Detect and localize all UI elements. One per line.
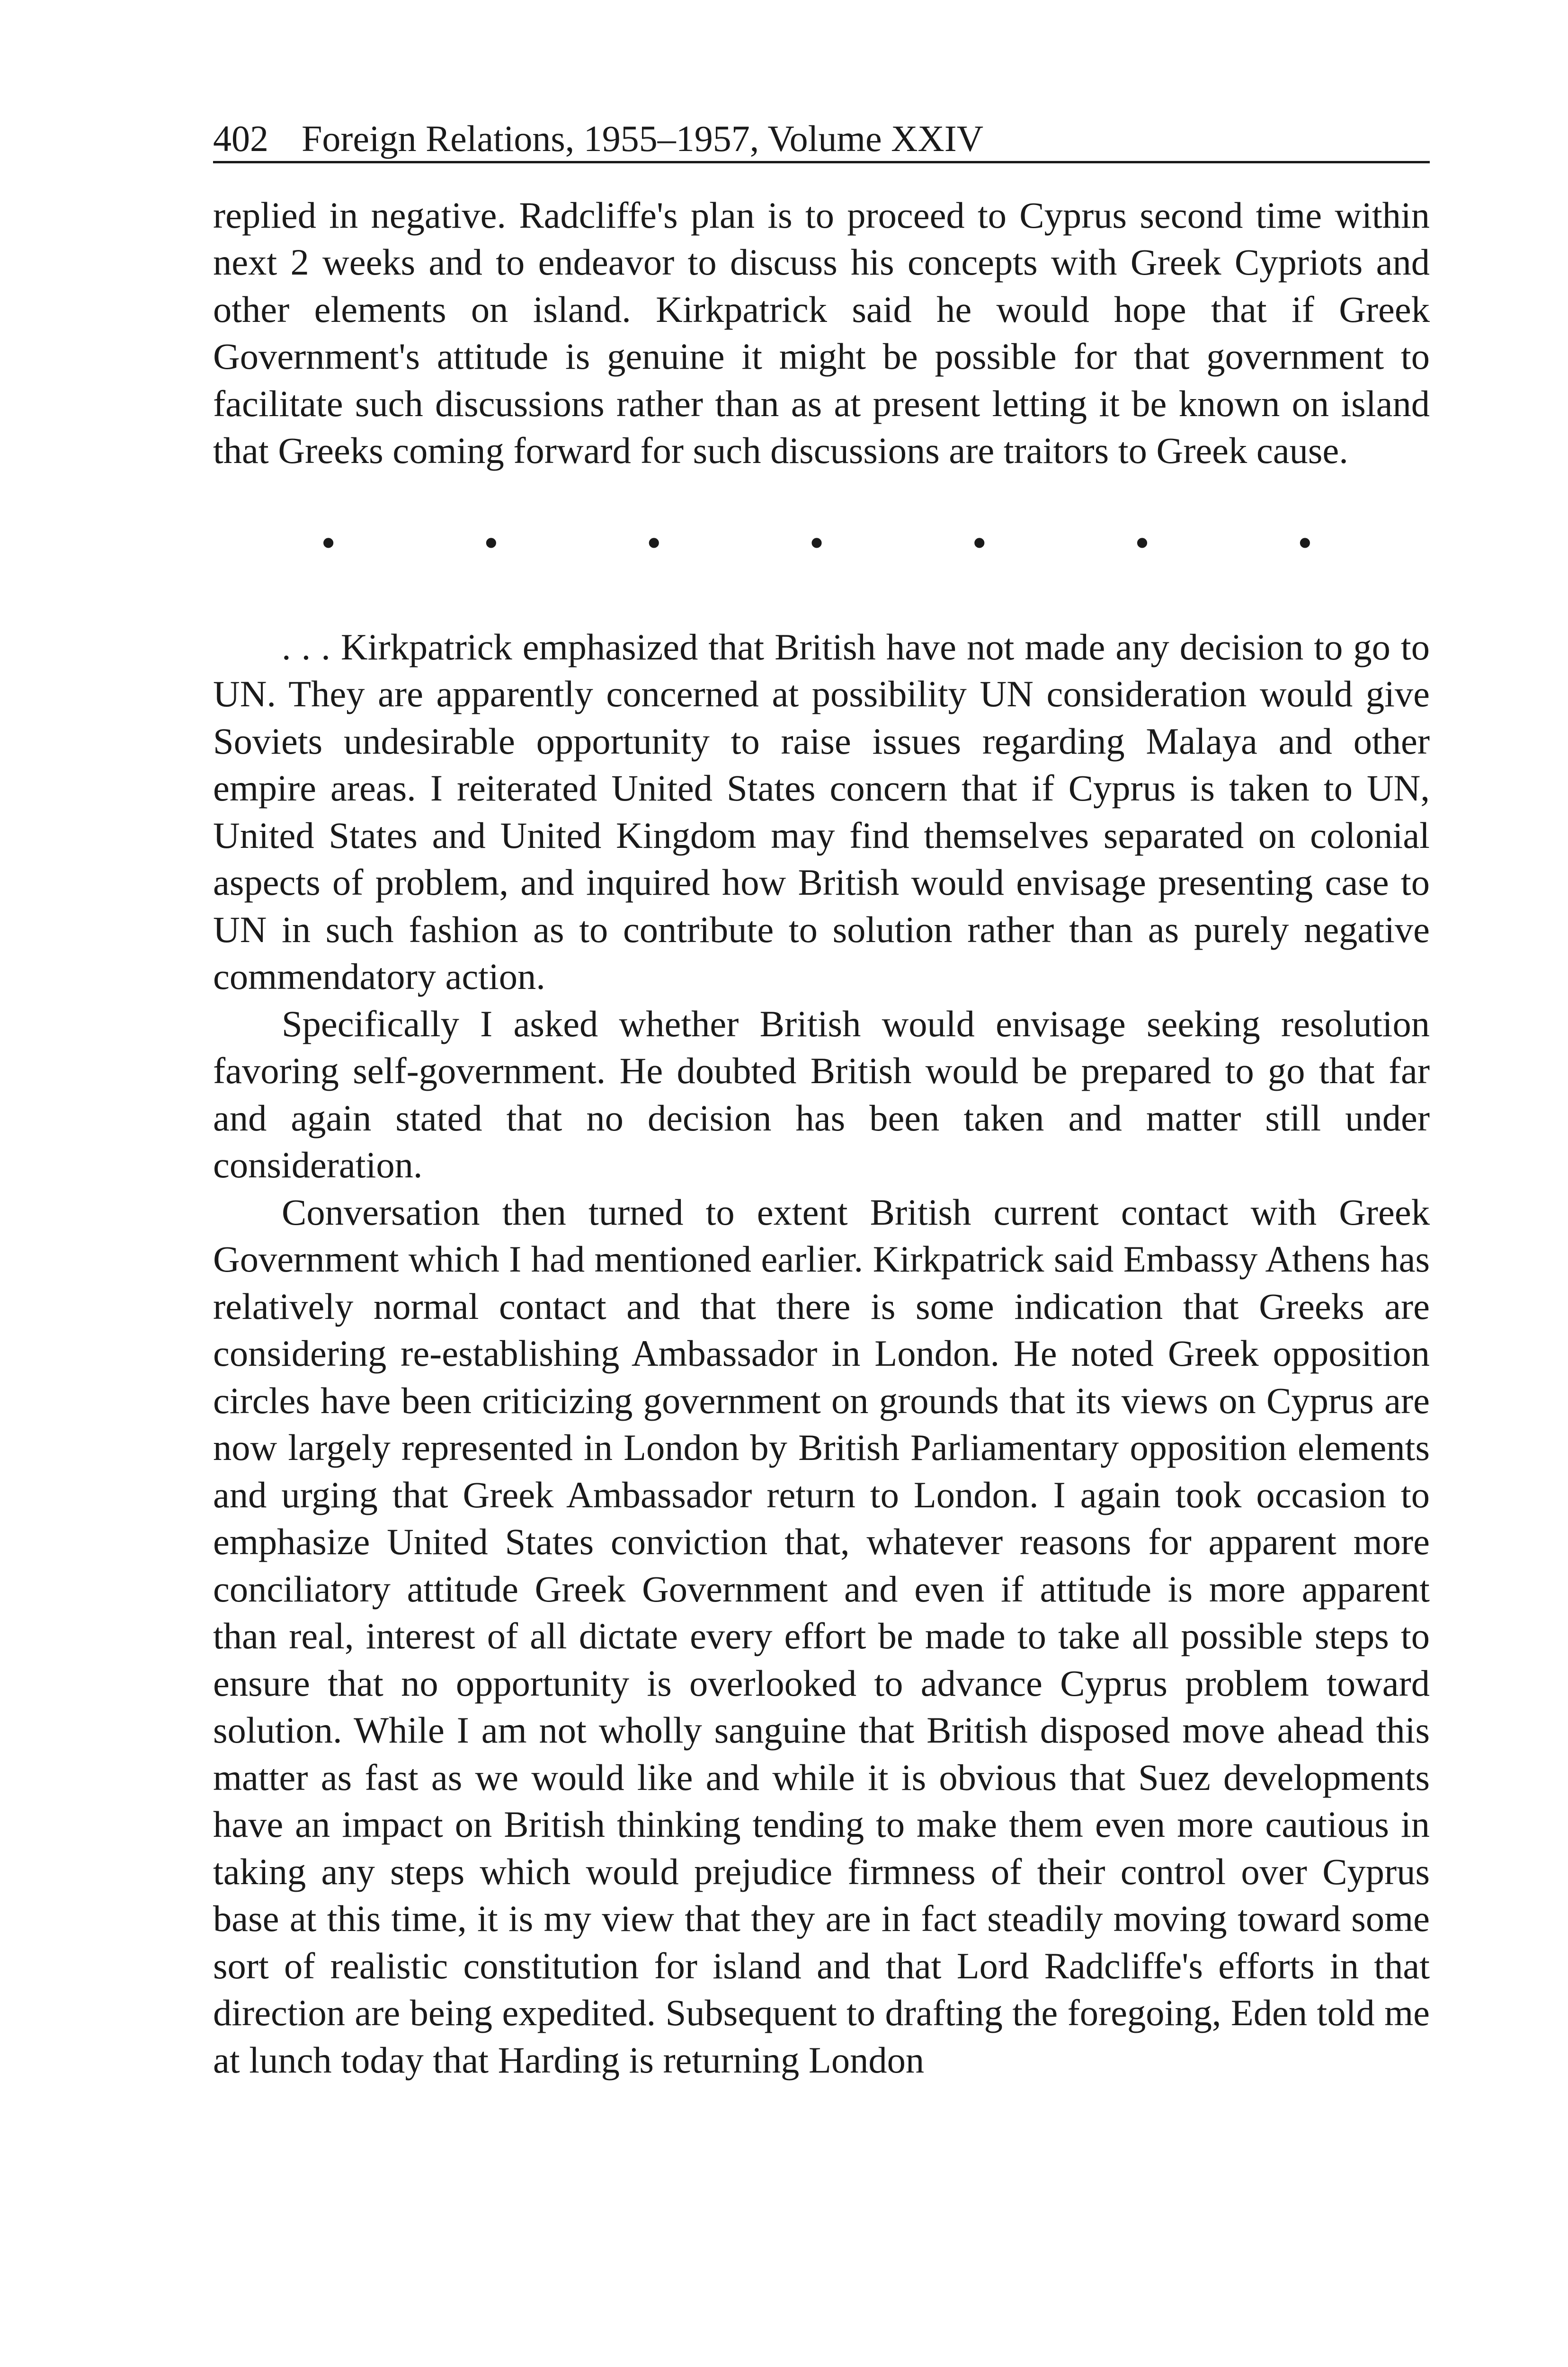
section-gap [213,567,1430,623]
omission-dot: • [647,522,660,563]
omission-dot: • [1298,522,1311,563]
paragraph-3: Specifically I asked whether British would envisage seeking resolution favoring self-government. He doubted British would be prepared to go that far and again stated that no decision has been taken and matter still under consideration. [213,1003,1430,1186]
omission-marks [322,519,1311,567]
omission-dot: • [973,522,986,563]
paragraph-1: replied in negative. Radcliffe's plan is to proceed to Cyprus second time within next 2 weeks and to endeavor to discuss his concepts with Greek Cypriots and other elements on island. Kirkpatrick said he would hope that if Greek Government's attitude is genuine it might be possible for that government to facilitate such discussions rather than as at present letting it be known on island that Greeks coming forward for such discussions are traitors to Greek cause. [213,194,1430,472]
paragraph-4: Conversation then turned to extent British current contact with Greek Government which I had mentioned earlier. Kirkpatrick said Embassy Athens has relatively normal contact and that there is some indication that Greeks are considering re-establishing Ambassador in London. He noted Greek opposition circles have been criticizing government on grounds that its views on Cyprus are now largely represented in London by British Parliamentary opposition elements and urging that Greek Ambassador return to London. I again took occasion to emphasize United States conviction that, whatever reasons for apparent more conciliatory attitude Greek Government and even if attitude is more apparent than real, interest of all dictate every effort be made to take all possible steps to ensure that no opportunity is overlooked to advance Cyprus problem toward solution. While I am not wholly sanguine that British disposed move ahead this matter as fast as we would like and while it is obvious that Suez developments have an impact on British thinking tending to make them even more cautious in taking any steps which would prejudice firmness of their control over Cyprus base at this time, it is my view that they are in fact steadily moving toward some sort of realistic constitution for island and that Lord Radcliffe's efforts in that direction are being expedited. Subsequent to drafting the foregoing, Eden told me at lunch today that Harding is returning London [213,1191,1430,2081]
paragraph-2: . . . Kirkpatrick emphasized that British have not made any decision to go to UN. They are apparently concerned at possibility UN consideration would give Soviets undesirable opportunity to raise issues regarding Malaya and other empire areas. I reiterated United States concern that if Cyprus is taken to UN, United States and United Kingdom may find themselves separated on colonial aspects of problem, and inquired how British would envisage presenting case to UN in such fashion as to contribute to solution rather than as purely negative commendatory action. [213,626,1430,997]
omission-dot: • [322,522,335,563]
page-number: 402 [213,118,268,159]
publication-title: Foreign Relations, 1955–1957, Volume XXIV [302,118,984,159]
omission-dot: • [484,522,498,563]
running-header [213,118,1430,163]
document-body [213,192,1430,2084]
omission-dot: • [810,522,823,563]
document-page [213,118,1430,2083]
omission-dot: • [1135,522,1149,563]
